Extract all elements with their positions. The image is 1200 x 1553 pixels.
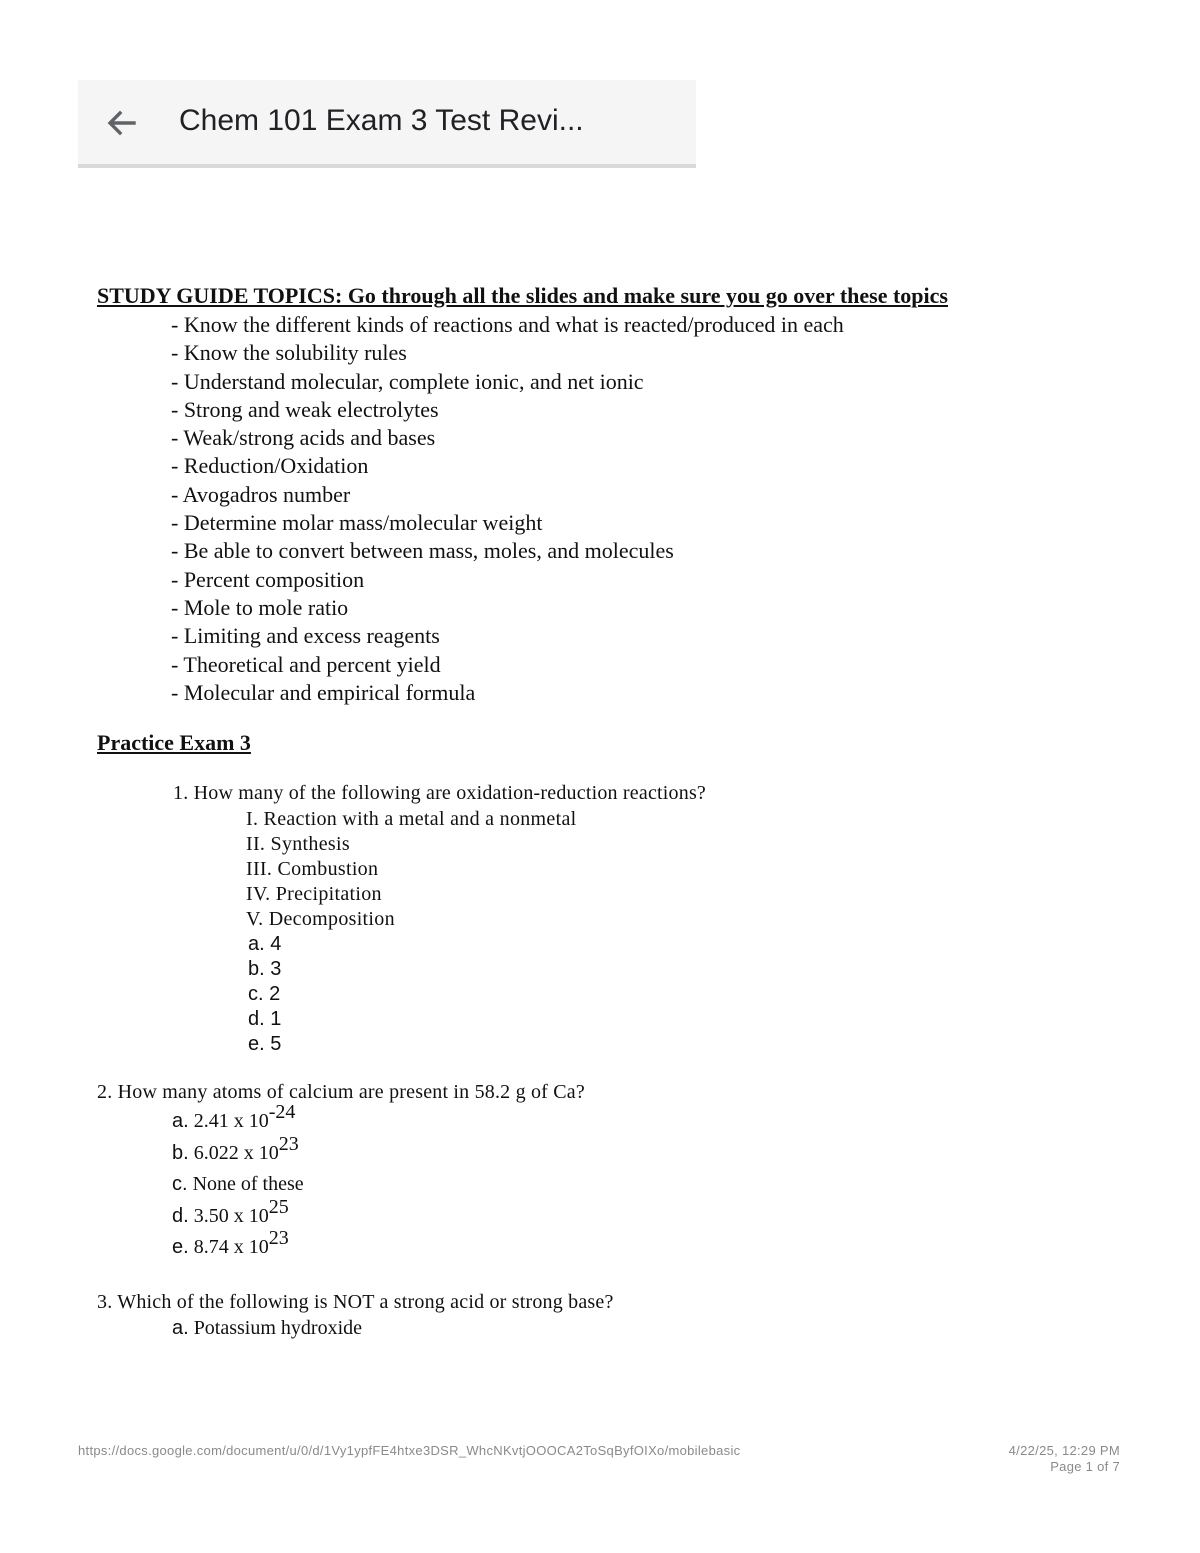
choice-text: 6.022 x 10	[193, 1141, 279, 1164]
list-item: - Avogadros number	[171, 481, 351, 507]
print-datetime: 4/22/25, 12:29 PM	[1008, 1443, 1120, 1458]
answer-choice: e. 5	[248, 1033, 282, 1056]
list-item: - Be able to convert between mass, moles, and molecules	[171, 538, 674, 564]
answer-choice	[172, 1227, 304, 1268]
answer-choice	[172, 1132, 304, 1174]
list-item: IV. Precipitation	[246, 883, 382, 906]
answer-choice: c. 2	[248, 983, 281, 1006]
list-item: - Limiting and excess reagents	[171, 623, 440, 649]
answer-choice: a. 4	[248, 933, 282, 955]
list-item: V. Decomposition	[246, 908, 395, 931]
question-1-prompt: 1. How many of the following are oxidation-reduction reactions?	[173, 782, 707, 804]
list-item: - Mole to mole ratio	[171, 594, 349, 620]
choice-text: 8.74 x 10	[193, 1236, 269, 1258]
document-title: Chem 101 Exam 3 Test Revi...	[179, 104, 584, 137]
list-item: - Percent composition	[171, 566, 365, 592]
choice-letter: a.	[172, 1110, 189, 1132]
arrow-left-icon[interactable]	[104, 106, 138, 140]
list-item: - Know the different kinds of reactions and what is reacted/produced in each	[171, 312, 844, 337]
list-item: - Strong and weak electrolytes	[171, 396, 439, 422]
question-2-prompt: 2. How many atoms of calcium are present in 58.2 g of Ca?	[97, 1081, 585, 1103]
list-item: II. Synthesis	[246, 833, 350, 856]
list-item: - Reduction/Oxidation	[171, 453, 369, 479]
list-item: - Know the solubility rules	[171, 340, 407, 366]
topic-list	[171, 311, 844, 707]
choice-exponent: 25	[268, 1195, 289, 1218]
question-1-items	[246, 807, 576, 932]
study-guide-heading: STUDY GUIDE TOPICS: Go through all the slides and make sure you go over these topics	[97, 283, 948, 308]
choice-text: Potassium hydroxide	[193, 1317, 363, 1339]
list-item: III. Combustion	[246, 858, 379, 881]
app-header	[78, 80, 696, 168]
list-item: - Molecular and empirical formula	[171, 679, 476, 705]
choice-text: 3.50 x 10	[193, 1204, 269, 1227]
choice-letter: c.	[172, 1173, 188, 1195]
question-1-choices	[248, 932, 281, 1057]
answer-choice	[172, 1317, 362, 1340]
list-item: - Weak/strong acids and bases	[171, 425, 436, 451]
answer-choice: d. 1	[248, 1008, 282, 1031]
answer-choice: b. 3	[248, 958, 282, 981]
list-item: - Theoretical and percent yield	[171, 651, 441, 677]
choice-exponent: -24	[268, 1101, 296, 1123]
list-item: - Understand molecular, complete ionic, and net ionic	[171, 368, 644, 394]
choice-letter: b.	[172, 1141, 189, 1164]
choice-exponent: 23	[268, 1227, 289, 1249]
list-item: - Determine molar mass/molecular weight	[171, 510, 543, 536]
question-2-choices	[172, 1101, 304, 1268]
choice-letter: a.	[172, 1317, 189, 1339]
question-3-choices	[172, 1317, 362, 1340]
choice-letter: d.	[172, 1204, 189, 1227]
list-item: I. Reaction with a metal and a nonmetal	[246, 808, 577, 830]
choice-exponent: 23	[278, 1132, 299, 1155]
choice-letter: e.	[172, 1236, 189, 1258]
question-3-prompt: 3. Which of the following is NOT a strong acid or strong base?	[97, 1291, 614, 1313]
page-url: https://docs.google.com/document/u/0/d/1Vy1ypfFE4htxe3DSR_WhcNKvtjOOOCA2ToSqByfOIXo/mobilebasic	[78, 1443, 741, 1458]
page-number: Page 1 of 7	[1050, 1459, 1120, 1474]
page-footer-info	[1009, 1443, 1120, 1475]
choice-text: None of these	[192, 1173, 304, 1195]
practice-exam-heading: Practice Exam 3	[97, 730, 251, 755]
choice-text: 2.41 x 10	[193, 1110, 269, 1132]
